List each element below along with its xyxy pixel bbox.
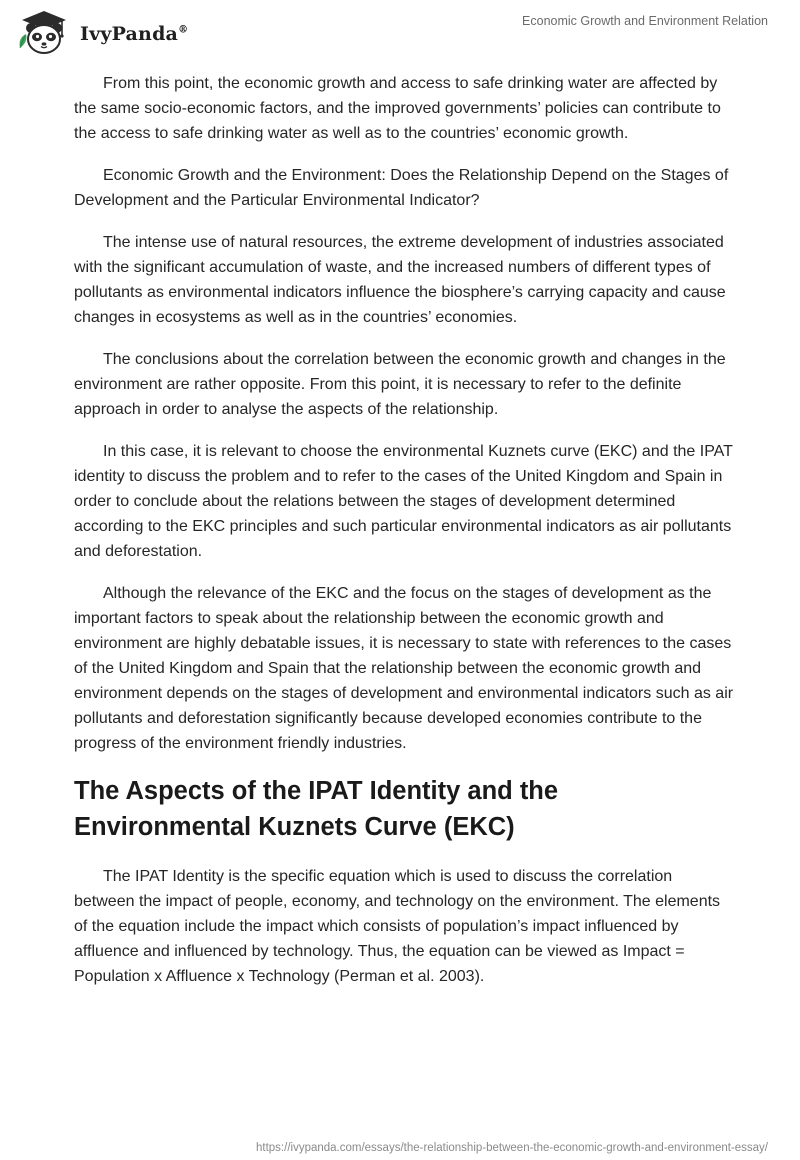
page-header [0, 0, 800, 64]
paragraph: From this point, the economic growth and access to safe drinking water are affected by the same socio-economic factors, and the improved governments’ policies can contribute to the access to safe drinking water as well as to the countries’ economic growth. [74, 75, 721, 142]
brand-name: IvyPanda® [80, 23, 189, 45]
essay-content [74, 71, 734, 1006]
section-heading: The Aspects of the IPAT Identity and the Environmental Kuznets Curve (EKC) [74, 777, 559, 841]
paragraph: Economic Growth and the Environment: Does the Relationship Depend on the Stages of Development and the Particular Environmental Indicator? [74, 167, 729, 209]
source-url[interactable]: https://ivypanda.com/essays/the-relationship-between-the-economic-growth-and-environment-essay/ [256, 1142, 768, 1154]
paragraph: The intense use of natural resources, the extreme development of industries associated with the significant accumulation of waste, and the increased numbers of different types of pollutants as environmental indicators influence the biosphere’s carrying capacity and cause changes in ecosystems as well as in the countries’ economies. [74, 234, 726, 326]
paragraph: In this case, it is relevant to choose the environmental Kuznets curve (EKC) and the IPAT identity to discuss the problem and to refer to the cases of the United Kingdom and Spain in order to conclude about the relations between the stages of development determined according to the EKC principles and such particular environmental indicators as air pollutants and deforestation. [74, 443, 733, 560]
panda-graduate-icon [14, 8, 74, 56]
paragraph: The IPAT Identity is the specific equation which is used to discuss the correlation between the impact of people, economy, and technology on the environment. The elements of the equation include the impact which consists of population’s impact influenced by affluence and influenced by technology. Thus, the equation can be viewed as Impact = Population x Affluence x Technology (Perman et al. 2003). [74, 868, 721, 985]
document-title: Economic Growth and Environment Relation [522, 14, 768, 28]
paragraph: The conclusions about the correlation between the economic growth and changes in the environment are rather opposite. From this point, it is necessary to refer to the definite approach in order to analyse the aspects of the relationship. [74, 351, 726, 418]
brand-logo[interactable] [14, 8, 188, 56]
paragraph: Although the relevance of the EKC and the focus on the stages of development as the important factors to speak about the relationship between the economic growth and environment are highly debatable issues, it is necessary to state with references to the cases of the United Kingdom and Spain that the relationship between the economic growth and environment depends on the stages of development and environmental indicators such as air pollutants and deforestation significantly because developed economies contribute to the progress of the environment friendly industries. [74, 585, 734, 752]
